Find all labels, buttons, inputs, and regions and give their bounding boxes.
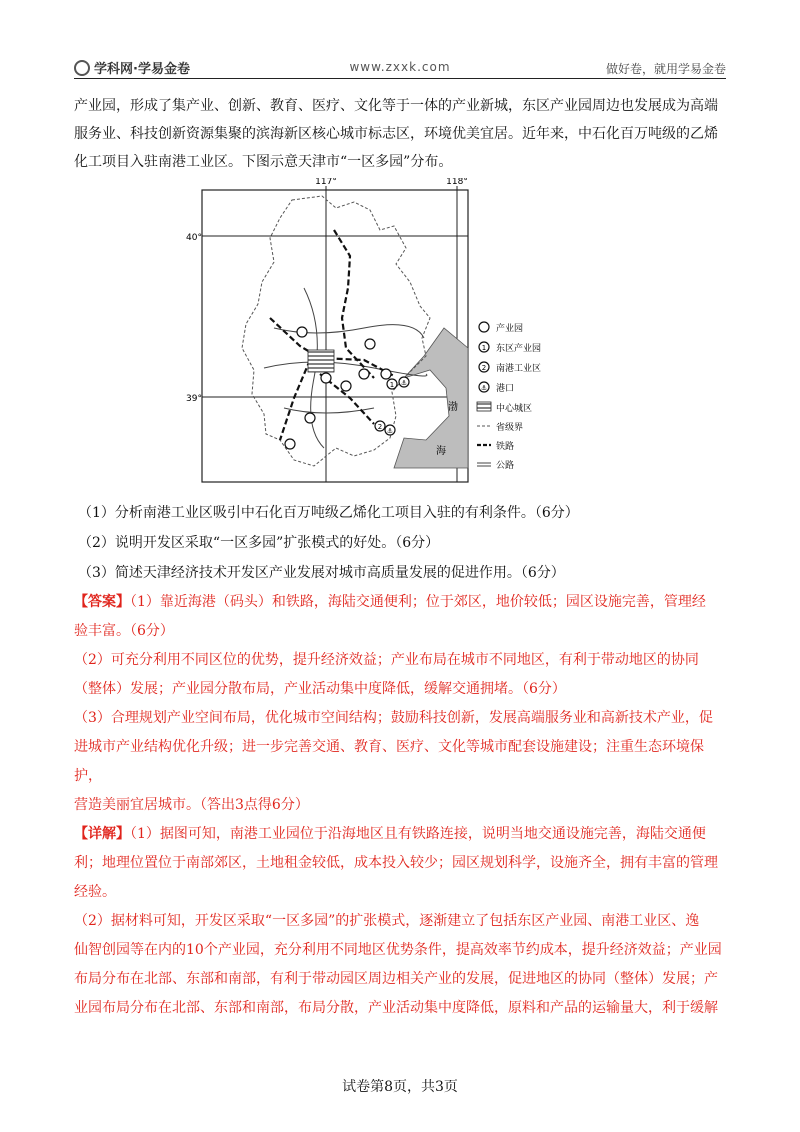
logo-text: 学科网·学易金卷 [94,62,190,77]
lat-label-40: 40° [186,233,202,243]
industrial-park-marker [381,369,391,379]
site-url: www.zxxk.com [349,60,451,74]
industrial-park-marker [321,373,331,383]
map-svg [74,178,726,496]
sea-label-bo: 渤 [448,402,458,413]
answer-line: （3）合理规划产业空间布局，优化城市空间结构；鼓励科技创新，发展高端服务业和高新技术产业，促 [74,710,713,726]
tianjin-map-figure [74,178,726,496]
answer-line: 营造美丽宜居城市。（答出3点得6分） [74,797,309,813]
circle-icon [479,322,489,332]
answer-line: 验丰富。（6分） [74,623,174,639]
answer-line: 【答案】（1）靠近海港（码头）和铁路，海陆交通便利；位于郊区，地价较低；园区设施完善，管理经 [74,594,706,610]
page-footer: 试卷第8页，共3页 [342,1079,458,1095]
answer-label: 【答案】 [74,594,130,610]
svg-text:2: 2 [377,423,383,431]
lon-label-117: 117° [315,178,337,187]
svg-text:⚓: ⚓ [400,379,408,387]
detail-line: 布局分布在北部、东部和南部，有利于带动园区周边相关产业的发展，促进地区的协同（整体）发展；产 [74,971,718,987]
intro-line: 产业园，形成了集产业、创新、教育、医疗、文化等于一体的产业新城，东区产业园周边也发展成为高端 [74,98,718,114]
industrial-park-marker [285,439,295,449]
question-3: （3）简述天津经济技术开发区产业发展对城市高质量发展的促进作用。（6分） [78,565,565,581]
svg-text:⚓: ⚓ [480,384,488,392]
answer-line: 进城市产业结构优化升级；进一步完善交通、教育、医疗、文化等城市配套设施建设；注重生态环境保护， [74,739,704,784]
legend-label: 港口 [496,384,515,394]
legend-label: 公路 [496,461,515,471]
sea-label-hai: 海 [436,446,446,457]
header-slogan: 做好卷，就用学易金卷 [605,62,726,76]
detail-section [74,820,726,1023]
question-2: （2）说明开发区采取“一区多园”扩张模式的好处。（6分） [78,535,440,551]
detail-line: 利；地理位置位于南部郊区，土地租金较低，成本投入较少；园区规划科学，设施齐全，拥有丰富的管理 [74,855,718,871]
industrial-park-marker [365,339,375,349]
legend-label: 中心城区 [496,404,533,414]
industrial-park-marker [359,369,369,379]
svg-text:1: 1 [389,381,395,389]
lon-label-118: 118° [446,178,468,187]
industrial-park-marker [305,413,315,423]
page-content [74,92,726,1023]
answer-line: （整体）发展；产业园分散布局，产业活动集中度降低，缓解交通拥堵。（6分） [74,681,566,697]
answer-section [74,588,726,820]
legend-label: 产业园 [496,324,524,334]
lat-label-39: 39° [186,394,202,404]
page-header [74,56,726,79]
legend-label: 南港工业区 [496,364,542,374]
industrial-park-marker [341,381,351,391]
detail-line: 经验。 [74,884,116,900]
intro-line: 服务业、科技创新资源集聚的滨海新区核心城市标志区，环境优美宜居。近年来，中石化百万吨级的乙烯 [74,126,718,142]
detail-label: 【详解】 [74,826,130,842]
hatched-rect-icon [477,402,491,411]
legend-label: 东区产业园 [496,344,542,354]
map-legend [477,322,541,471]
industrial-park-marker [297,327,307,337]
question-1: （1）分析南港工业区吸引中石化百万吨级乙烯化工项目入驻的有利条件。（6分） [78,505,579,521]
legend-label: 铁路 [496,442,515,452]
answer-line: （2）可充分利用不同区位的优势，提升经济效益；产业布局在城市不同地区，有利于带动地区的协同 [74,652,699,668]
detail-line: 仙智创园等在内的10个产业园，充分利用不同地区优势条件，提高效率节约成本，提升经济效益；产业园 [74,942,722,958]
svg-text:2: 2 [481,364,487,372]
legend-label: 省级界 [496,423,524,433]
detail-line: 业园布局分布在北部、东部和南部，布局分散，产业活动集中度降低，原料和产品的运输量大，利于缓解 [74,1000,718,1016]
detail-line: （2）据材料可知，开发区采取“一区多园”的扩张模式，逐渐建立了包括东区产业园、南港工业区、逸 [74,913,700,929]
svg-text:⚓: ⚓ [386,427,394,435]
svg-text:1: 1 [481,344,487,352]
detail-line: 【详解】（1）据图可知，南港工业园位于沿海地区且有铁路连接，说明当地交通设施完善，海陆交通便 [74,826,706,842]
central-urban-area [308,350,334,372]
intro-line: 化工项目入驻南港工业区。下图示意天津市“一区多园”分布。 [74,154,453,170]
